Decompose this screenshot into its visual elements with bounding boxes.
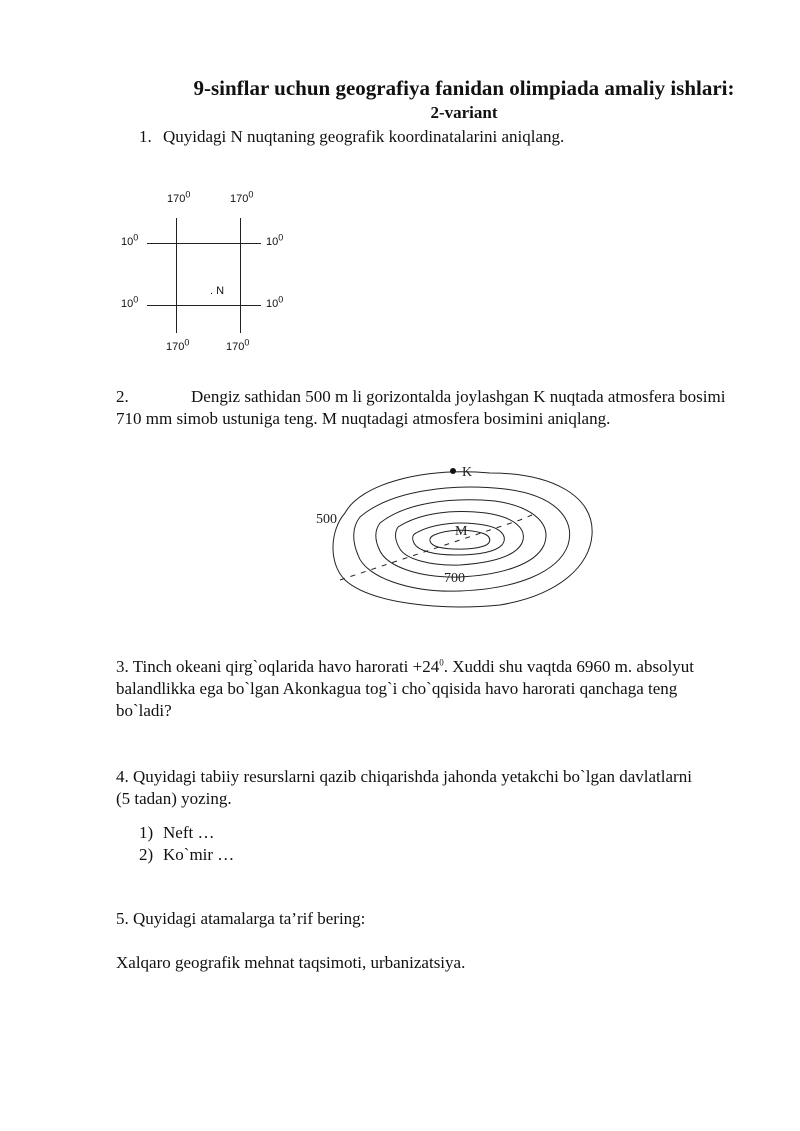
list-item: Ko`mir … xyxy=(163,845,235,864)
label-left-upper: $10^0$ xyxy=(121,232,139,248)
point-n-label: . N xyxy=(210,285,225,297)
label-left-lower: $10^0$ xyxy=(121,294,139,310)
point-k-marker xyxy=(450,468,456,474)
profile-line xyxy=(340,515,532,580)
question-5-line-1: 5. Quyidagi atamalarga ta’rif bering: xyxy=(116,909,366,928)
parallel-line-upper xyxy=(147,243,261,244)
question-1-text: Quyidagi N nuqtaning geografik koordinatalarini aniqlang. xyxy=(163,127,565,146)
meridian-line-left xyxy=(176,218,177,333)
meridian-line-right xyxy=(240,218,241,333)
list-item-number: 1) xyxy=(139,823,154,842)
parallel-line-lower xyxy=(147,305,261,306)
point-k-label: K xyxy=(462,465,473,480)
contour-label-700: 700 xyxy=(444,571,465,586)
question-2-line-1: Dengiz sathidan 500 m li gorizontalda joylashgan K nuqtada atmosfera bosimi xyxy=(191,387,726,406)
label-bottom-right: $170^0$ xyxy=(226,337,250,353)
question-2-line-2: 710 mm simob ustuniga teng. M nuqtadagi atmosfera bosimini aniqlang. xyxy=(116,409,611,428)
question-5-line-2: Xalqaro geografik mehnat taqsimoti, urbanizatsiya. xyxy=(116,953,466,972)
label-top-right: $170^0$ xyxy=(230,189,254,205)
list-item-number: 2) xyxy=(139,845,154,864)
page-title: 9-sinflar uchun geografiya fanidan olimpiada amaliy ishlari: xyxy=(193,76,735,100)
question-3-line-3: bo`ladi? xyxy=(116,701,172,720)
question-1-number: 1. xyxy=(139,127,152,146)
question-4-line-2: (5 tadan) yozing. xyxy=(116,789,232,808)
label-bottom-left: $170^0$ xyxy=(166,337,190,353)
list-item: Neft … xyxy=(163,823,215,842)
contour-map xyxy=(300,455,610,615)
contour-line-1 xyxy=(333,472,592,607)
question-3-line-1: 3. Tinch okeani qirg`oqlarida havo harorati $+24^0$. Xuddi shu vaqtda 6960 m. absolyut xyxy=(116,657,695,676)
question-2-number: 2. xyxy=(116,387,129,406)
contour-label-500: 500 xyxy=(316,512,337,527)
point-m-label: M xyxy=(455,524,468,539)
label-right-upper: $10^0$ xyxy=(266,232,284,248)
label-right-lower: $10^0$ xyxy=(266,294,284,310)
question-3-line-2: balandlikka ega bo`lgan Akonkagua tog`i cho`qqisida havo harorati qanchaga teng xyxy=(116,679,678,698)
question-4-line-1: 4. Quyidagi tabiiy resurslarni qazib chiqarishda jahonda yetakchi bo`lgan davlatlarni xyxy=(116,767,692,786)
label-top-left: $170^0$ xyxy=(167,189,191,205)
variant-subtitle: 2-variant xyxy=(430,103,498,122)
